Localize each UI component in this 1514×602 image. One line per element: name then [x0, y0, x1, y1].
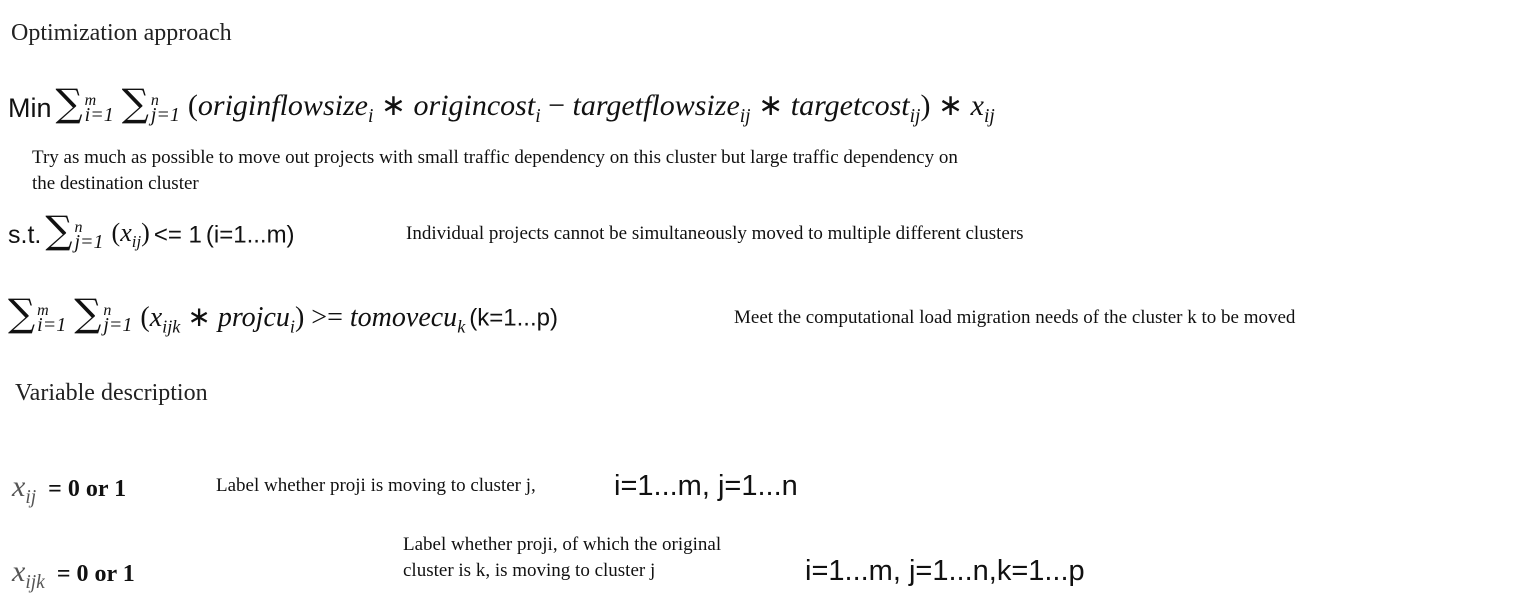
- sum-i-limits: m i=1: [84, 92, 114, 127]
- sum-j-limits: n j=1: [150, 92, 180, 127]
- constraint1-note: Individual projects cannot be simultaneously moved to multiple different clusters: [406, 223, 1024, 244]
- variable-xijk-label-line1: Label whether proji, of which the original: [403, 534, 722, 555]
- sum-j-symbol: ∑: [45, 208, 73, 252]
- objective-formula: [8, 81, 995, 134]
- sum-j-symbol: ∑: [74, 291, 102, 335]
- variable-xijk-value: = 0 or 1: [56, 561, 135, 587]
- constraint1-range: (i=1...m): [205, 221, 295, 249]
- variable-xijk-label-line2: cluster is k, is moving to cluster j: [403, 560, 656, 581]
- variable-xij-value: = 0 or 1: [48, 476, 127, 502]
- constraint1-formula: [8, 208, 295, 257]
- variables-heading: Variable description: [15, 380, 208, 406]
- st-label: s.t.: [8, 220, 42, 249]
- sum-j-symbol: ∑: [121, 81, 149, 125]
- constraint2-range: (k=1...p): [469, 304, 558, 332]
- constraint2-formula: [8, 291, 558, 340]
- variable-xijk: [12, 555, 135, 594]
- constraint2-expression: ($x_{ijk}$ ∗ projcu$_i$) >= tomovecu$_k$: [140, 301, 466, 336]
- variable-xijk-range: i=1...m, j=1...n,k=1...p: [805, 555, 1085, 587]
- sum-j-limits: n j=1: [74, 219, 104, 254]
- constraint1-rhs: <= 1: [153, 221, 202, 249]
- optimization-heading: Optimization approach: [11, 20, 232, 46]
- sum-i-symbol: ∑: [55, 81, 83, 125]
- objective-note-line2: the destination cluster: [32, 173, 199, 194]
- variable-xij: [12, 470, 126, 509]
- objective-expression: (originflowsize$_i$ ∗ origincost$_i$ − targetflowsize$_{ij}$ ∗ targetcost$_{ij}$) ∗ $x_{ij}$: [187, 89, 995, 128]
- constraint2-note: Meet the computational load migration needs of the cluster k to be moved: [734, 307, 1296, 328]
- sum-i-symbol: ∑: [8, 291, 36, 335]
- variable-xijk-symbol: $x_{ijk}$: [12, 555, 45, 593]
- variable-xij-label: Label whether proji is moving to cluster j,: [216, 475, 536, 496]
- variable-xij-range: i=1...m, j=1...n: [614, 470, 798, 502]
- variable-xij-symbol: $x_{ij}$: [12, 470, 37, 508]
- constraint1-expression: $(x_{ij})$: [111, 218, 150, 252]
- sum-i-limits: m i=1: [37, 302, 67, 337]
- min-label: Min: [8, 92, 52, 123]
- sum-j-limits: n j=1: [103, 302, 133, 337]
- objective-note-line1: Try as much as possible to move out projects with small traffic dependency on this cluster but large traffic dependency on: [32, 147, 958, 168]
